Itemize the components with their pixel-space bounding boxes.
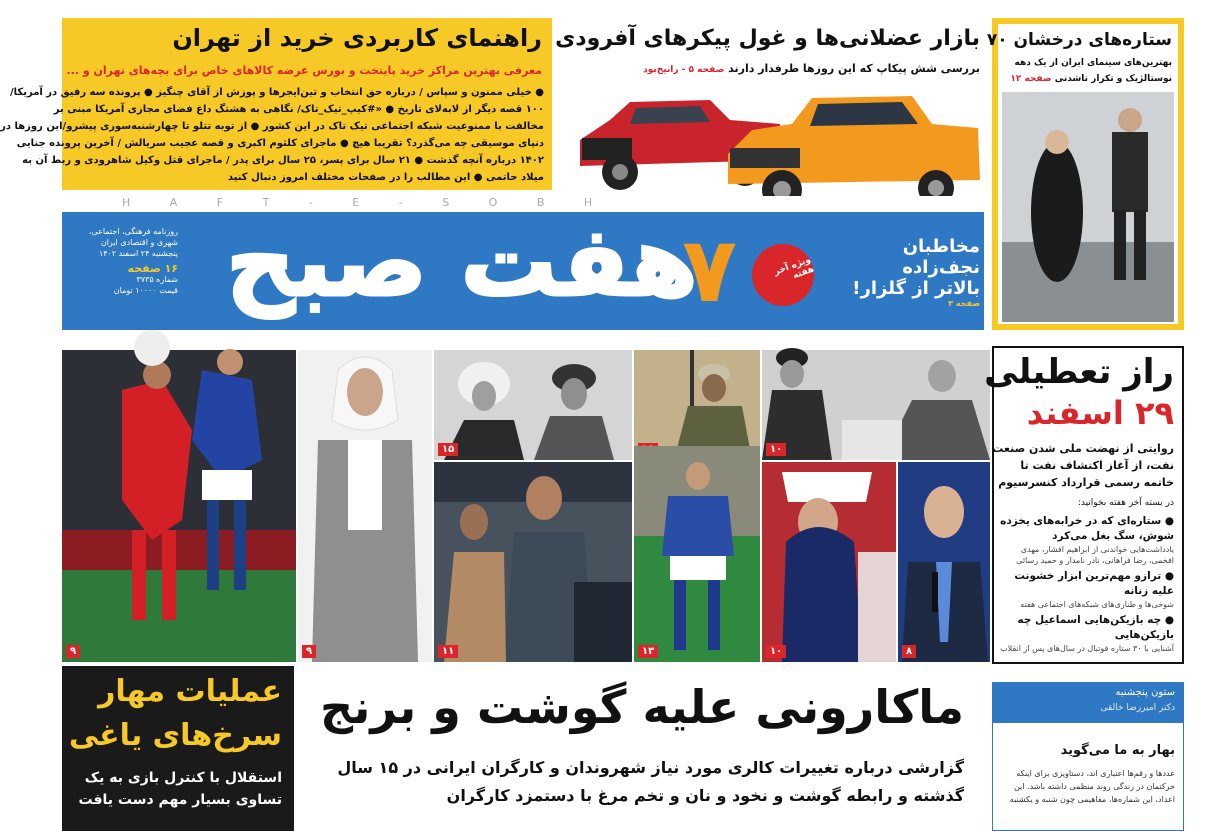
logo-number: ۷ xyxy=(682,218,737,323)
main-headline: ماکارونی علیه گوشت و برنج xyxy=(319,680,964,734)
testimony-man-image xyxy=(898,462,990,662)
match-title2: سرخ‌های یاغی xyxy=(68,718,282,753)
masthead-info xyxy=(68,226,178,296)
photo-badge: ۱۰ xyxy=(766,645,786,658)
top-left-line: ۱۰۰ قصه دیگر از لابه‌لای تاریخ ● «#کیپ_تیک_تاک/ نگاهی به هشتگ داغ فضای مجازی آمریکا مبنی بر xyxy=(53,104,544,115)
top-right-sub1: بهترین‌های سینمای ایران از یک دهه xyxy=(1014,58,1172,68)
top-left-line: ۱۴۰۲ درباره آنچه گذشت ● ۲۱ سال برای پسر، ۲۵ سال برای پدر / ماجرای قتل وکیل شاهرودی و ربط آن به xyxy=(22,155,544,166)
fan-photo xyxy=(762,462,896,662)
orange-pickup-image xyxy=(722,84,984,214)
top-middle-title: بازار عضلانی‌ها و غول پیکرهای آفرودی xyxy=(555,26,980,51)
masthead-info-line1: روزنامه فرهنگی، اجتماعی، xyxy=(88,227,178,236)
main-headline-sub1: گزارشی درباره تغییرات کالری مورد نیاز شهروندان و کارگران ایرانی در ۱۵ سال xyxy=(337,758,964,777)
thursday-column-line: عددها و رقم‌ها اعتباری اند، دستاویزی برای اینکه xyxy=(1016,769,1175,778)
photo-badge: ۱۵ xyxy=(438,443,458,456)
thursday-column-header xyxy=(993,683,1183,723)
thursday-column-title: بهار به ما می‌گوید xyxy=(1060,743,1175,758)
esfand-lead-line: روایتی از نهضت ملی شدن صنعت xyxy=(992,442,1174,455)
top-right-sub2: نوستالژیک و تکرار ناشدنی xyxy=(1054,74,1172,84)
top-left-lines xyxy=(0,84,544,186)
photo-badge: ۹ xyxy=(302,645,316,658)
historic-figures-image xyxy=(762,350,990,460)
esfand-item-sub: آشنایی با ۳۰ ستاره فوتبال در سال‌های پس از انقلاب xyxy=(1000,644,1174,653)
masthead-info-line2: شهری و اقتصادی ایران xyxy=(100,238,178,247)
top-right-sub2-wrap xyxy=(1010,74,1172,84)
stadium-stands-image xyxy=(434,462,632,662)
top-right-page-ref: صفحه ۱۲ xyxy=(1010,74,1052,84)
esfand-title1: راز تعطیلی xyxy=(984,352,1174,392)
esfand-item-head: ● چه بازیکن‌هایی اسماعیل چه بازیکن‌هایی xyxy=(1017,614,1174,641)
actress-image xyxy=(298,350,432,662)
masthead-strip-text: H A F T - E - S O B H xyxy=(122,196,611,209)
fighter-photo xyxy=(634,350,760,460)
movie-still-image xyxy=(1002,92,1174,322)
retro-footballer-image xyxy=(634,446,760,662)
match-sub2: تساوی بسیار مهم دست یافت xyxy=(78,792,282,808)
photo-badge: ۱۱ xyxy=(438,645,458,658)
old-couple-image xyxy=(434,350,632,460)
masthead-teaser-l2: نجف‌زاده xyxy=(902,257,980,278)
top-left-line: مخالفت با ممنوعیت شبکه اجتماعی تیک تاک در این کشور ● از توبه تتلو تا چهارشنبه‌سوری پیشرو/این روزها در xyxy=(0,121,544,132)
thursday-column-body xyxy=(999,767,1175,806)
special-edition-text: ویژه آخر هفته xyxy=(772,255,816,282)
photo-badge: ۹ xyxy=(66,645,80,658)
body-text-hint xyxy=(306,820,966,831)
top-middle-subtitle-text: بررسی شش پیکاپ که این روزها طرفدار دارند xyxy=(728,62,980,75)
top-left-line: دنیای موسیقی چه می‌گذرد؟ تقریبا هیچ ● ماجرای کلثوم اکبری و قصه عجیب سریالش / آخرین پرونده جنایی xyxy=(16,138,544,149)
top-middle-teaser xyxy=(555,18,984,208)
esfand-lead-line: خاتمه رسمی قرارداد کنسرسیوم xyxy=(998,476,1174,489)
masthead-teaser-ref: صفحه ۳ xyxy=(948,299,980,308)
top-right-title: ستاره‌های درخشان ۷۰ xyxy=(986,30,1172,50)
photo-badge: ۸ xyxy=(902,645,916,658)
esfand-item-sub: یادداشت‌هایی خواندنی از ابراهیم افشار، مهدی افخمی، رضا فراهانی، نادر نامدار و حمید رسائی xyxy=(1016,545,1174,565)
actress-photo xyxy=(298,350,432,662)
cheering-fan-image xyxy=(762,462,896,662)
esfand-item-sub: شوخی‌ها و طنازی‌های شبکه‌های اجتماعی هفته xyxy=(1020,600,1174,609)
esfand-lead xyxy=(992,440,1174,491)
masthead-teaser-l3: بالاتر از گلزار! xyxy=(852,278,980,299)
messi-photo xyxy=(434,462,632,662)
match-title1: عملیات مهار xyxy=(98,674,282,709)
football-photo xyxy=(62,350,296,662)
thursday-column-line: حرکتمان در زندگی روند منظمی داشته باشد. این xyxy=(1013,782,1175,791)
photo-badge: ۱۳ xyxy=(638,645,658,658)
match-report-box xyxy=(62,666,294,831)
masthead-issue: شماره ۳۷۳۵ xyxy=(136,275,178,284)
main-headline-sub2: گذشته و رابطه گوشت و نخود و نان و تخم مرغ با دستمزد کارگران xyxy=(446,786,964,805)
esfand-item-head: ● ستاره‌ای که در خرابه‌های یخزده شوش، سگ بغل می‌کرد xyxy=(1000,515,1174,542)
match-sub1: استقلال با کنترل بازی به یک xyxy=(84,770,282,786)
thursday-column-line: اعداد، این شماره‌ها، مفاهیمی چون شنبه و یکشنبه xyxy=(1009,795,1175,804)
masthead-teaser xyxy=(852,236,980,308)
masthead-pages: ۱۶ صفحه xyxy=(127,262,178,275)
hearing-photo xyxy=(898,462,990,662)
esfand-item-head: ● ترازو مهم‌ترین ابزار خشونت علیه زنانه xyxy=(1014,570,1174,597)
top-left-title: راهنمای کاربردی خرید از تهران xyxy=(172,24,542,52)
thursday-column xyxy=(992,682,1184,831)
esfand-intro: در بسته آخر هفته بخوانید: xyxy=(1077,498,1174,508)
esfand-lead-line: نفت، از آغاز اکتشاف نفت تا xyxy=(1020,459,1174,472)
top-left-subtitle: معرفی بهترین مراکز خرید پایتخت و بورس عرضه کالاهای خاص برای بچه‌های تهران و ... xyxy=(66,64,542,77)
retro-footballer-photo xyxy=(634,446,760,662)
old-couple-photo xyxy=(434,350,632,460)
historic-photo xyxy=(762,350,990,460)
top-middle-subtitle xyxy=(643,62,980,75)
esfand-column xyxy=(984,346,1184,664)
top-right-teaser-box xyxy=(986,18,1184,330)
thursday-column-label: ستون پنجشنبه xyxy=(1115,687,1175,698)
thursday-column-author: دکتر امیررضا خالقی xyxy=(1100,703,1175,713)
masthead-date: پنجشنبه ۲۴ اسفند ۱۴۰۲ xyxy=(98,249,178,258)
top-left-line: میلاد حاتمی ● این مطالب را در صفحات مختلف امروز دنبال کنید xyxy=(227,172,544,183)
photo-badge: ۱۰ xyxy=(766,443,786,456)
masthead-teaser-l1: مخاطبان xyxy=(902,236,980,257)
esfand-title2: ۲۹ اسفند xyxy=(1026,394,1174,432)
newspaper-logo: هفت صبح xyxy=(226,206,698,318)
esfand-items xyxy=(996,514,1174,654)
top-right-inner xyxy=(986,24,1178,324)
top-middle-page-ref: صفحه ۵ - رانیخ‌بود xyxy=(643,65,725,75)
top-left-line: ● خیلی ممنون و سپاس / درباره حق انتخاب و تین‌ایجرها و پوزش از آقای چنگیز ● پرونده سه رفیق در آمریکا/ xyxy=(10,87,544,98)
top-left-teaser-box xyxy=(0,18,552,190)
masthead-price: قیمت ۱۰۰۰۰ تومان xyxy=(113,286,178,295)
football-players-image xyxy=(62,350,296,662)
